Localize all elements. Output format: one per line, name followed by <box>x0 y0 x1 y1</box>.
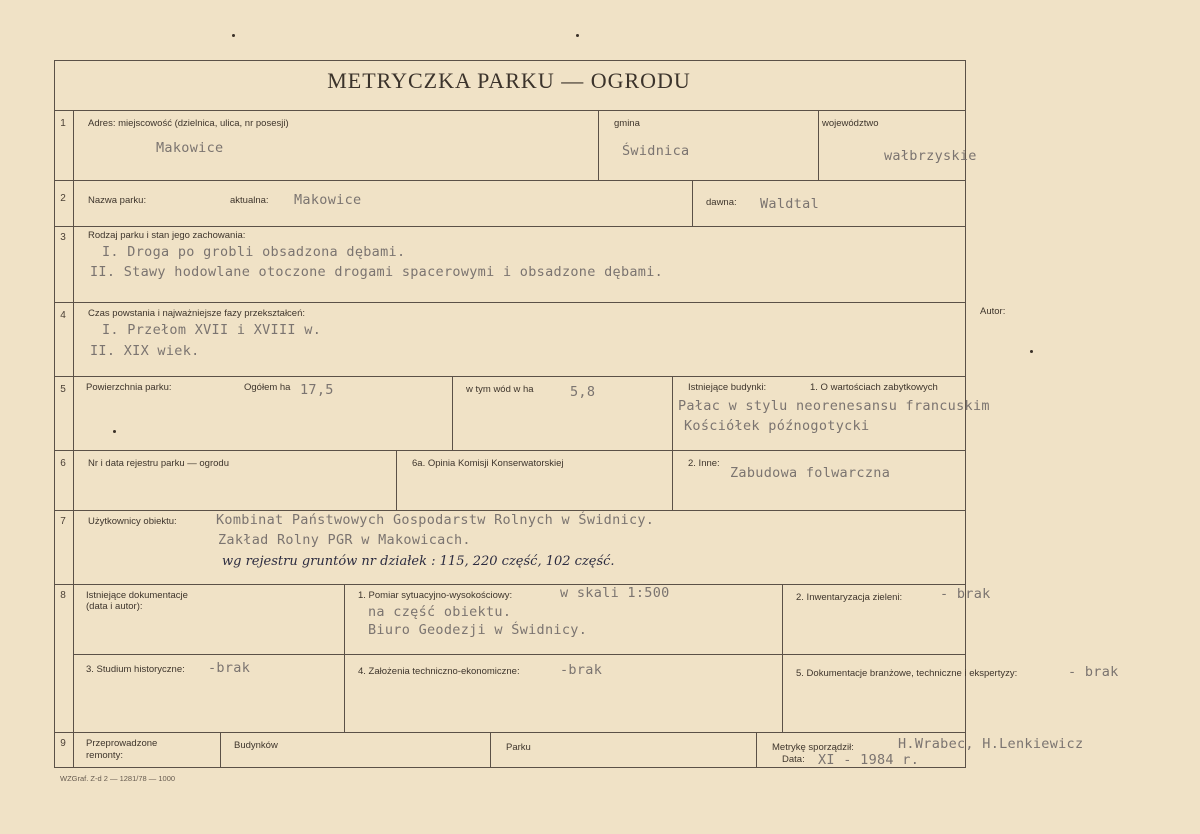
current-name-value: Makowice <box>294 192 362 208</box>
row-1-divider-b <box>818 110 819 180</box>
branch-documentation-value: - brak <box>1068 664 1119 680</box>
row-5-divider-a <box>452 376 453 450</box>
branch-documentation-label: 5. Dokumentacje branżowe, techniczne i ekspertyzy: <box>796 668 1018 679</box>
row-2-bottom <box>54 226 966 227</box>
technical-assumptions-label: 4. Założenia techniczno-ekonomiczne: <box>358 666 520 677</box>
historic-study-value: -brak <box>208 660 251 676</box>
gmina-label: gmina <box>614 118 640 129</box>
row-9-divider-a <box>220 732 221 768</box>
voivodeship-label: województwo <box>822 118 879 129</box>
technical-assumptions-value: -brak <box>560 662 603 678</box>
row-3-number: 3 <box>60 232 66 243</box>
row-8-divider-a <box>344 584 345 732</box>
date-label: Data: <box>782 754 805 765</box>
water-area-label: w tym wód w ha <box>466 384 534 395</box>
row-5-number: 5 <box>60 384 66 395</box>
row-6-divider <box>396 450 397 510</box>
author-divider <box>965 302 966 376</box>
users-label: Użytkownicy obiektu: <box>88 516 177 527</box>
row-5-divider-b <box>672 376 673 510</box>
row-2-divider <box>692 180 693 226</box>
title-divider <box>54 110 966 111</box>
greenery-inventory-value: - brak <box>940 586 991 602</box>
repairs-buildings-label: Budynków <box>234 740 278 751</box>
former-name-value: Waldtal <box>760 196 819 212</box>
print-footer: WZGraf. Z-d 2 — 1281/78 — 1000 <box>60 774 176 783</box>
voivodeship-value: wałbrzyskie <box>884 148 977 164</box>
prepared-by-label: Metrykę sporządził: <box>772 742 854 753</box>
address-value: Makowice <box>156 140 224 156</box>
address-label: Adres: miejscowość (dzielnica, ulica, nr posesji) <box>88 118 289 129</box>
repairs-label-2: remonty: <box>86 750 123 761</box>
commission-opinion-label: 6a. Opinia Komisji Konserwatorskiej <box>412 458 564 469</box>
row-8-number: 8 <box>60 590 66 601</box>
users-line-1: Kombinat Państwowych Gospodarstw Rolnych w Świdnicy. <box>216 512 655 528</box>
row-6-number: 6 <box>60 458 66 469</box>
historic-building-1: Pałac w stylu neorenesansu francuskim <box>678 398 990 414</box>
park-name-label: Nazwa parku: <box>88 195 147 206</box>
gmina-value: Świdnica <box>622 143 690 159</box>
area-label: Powierzchnia parku: <box>86 382 172 393</box>
paper-speck <box>576 34 579 37</box>
total-area-label: Ogółem ha <box>244 382 291 393</box>
row-8-bottom <box>54 732 966 733</box>
row-8-middle <box>73 654 966 655</box>
paper-speck <box>113 430 116 433</box>
park-type-label: Rodzaj parku i stan jego zachowania: <box>88 230 246 241</box>
other-buildings-value: Zabudowa folwarczna <box>730 465 891 481</box>
repairs-label-1: Przeprowadzone <box>86 738 158 749</box>
row-7-number: 7 <box>60 516 66 527</box>
row-9-number: 9 <box>60 738 66 749</box>
outer-frame <box>54 60 966 768</box>
total-area-value: 17,5 <box>300 382 334 398</box>
row-1-number: 1 <box>60 118 66 129</box>
users-line-2: Zakład Rolny PGR w Makowicach. <box>218 532 471 548</box>
park-type-line-1: I. Droga po grobli obsadzona dębami. <box>102 244 406 260</box>
other-buildings-label: 2. Inne: <box>688 458 720 469</box>
buildings-label: Istniejące budynki: <box>688 382 767 393</box>
documentation-label-1: Istniejące dokumentacje <box>86 590 188 601</box>
park-type-line-2: II. Stawy hodowlane otoczone drogami spacerowymi i obsadzone dębami. <box>90 264 664 280</box>
survey-scope: na część obiektu. <box>368 604 512 620</box>
origin-line-1: I. Przełom XVII i XVIII w. <box>102 322 322 338</box>
date-value: XI - 1984 r. <box>818 752 920 768</box>
author-label: Autor: <box>980 306 1006 317</box>
current-name-label: aktualna: <box>230 195 269 206</box>
historic-study-label: 3. Studium historyczne: <box>86 664 185 675</box>
row-9-divider-b <box>490 732 491 768</box>
form-title: METRYCZKA PARKU — OGRODU <box>327 68 691 93</box>
former-name-label: dawna: <box>706 197 737 208</box>
greenery-inventory-label: 2. Inwentaryzacja zieleni: <box>796 592 903 603</box>
row-3-bottom <box>54 302 966 303</box>
origin-label: Czas powstania i najważniejsze fazy przekształceń: <box>88 308 306 319</box>
survey-scale: w skali 1:500 <box>560 585 670 601</box>
row-1-bottom <box>54 180 966 181</box>
historic-building-2: Kościółek późnogotycki <box>684 418 870 434</box>
prepared-by-value: H.Wrabec, H.Lenkiewicz <box>898 736 1084 752</box>
register-label: Nr i data rejestru parku — ogrodu <box>88 458 229 469</box>
row-4-number: 4 <box>60 310 66 321</box>
row-5-bottom <box>54 450 966 451</box>
documentation-label-2: (data i autor): <box>86 601 143 612</box>
row-7-bottom <box>54 584 966 585</box>
row-1-divider-a <box>598 110 599 180</box>
repairs-park-label: Parku <box>506 742 531 753</box>
row-4-bottom <box>54 376 966 377</box>
row-8-divider-b <box>782 584 783 732</box>
row-9-divider-c <box>756 732 757 768</box>
historic-buildings-label: 1. O wartościach zabytkowych <box>810 382 938 393</box>
water-area-value: 5,8 <box>570 384 596 400</box>
origin-line-2: II. XIX wiek. <box>90 343 200 359</box>
paper-speck <box>232 34 235 37</box>
plots-handwritten-note: wg rejestru gruntów nr działek : 115, 220 część, 102 część. <box>222 554 615 569</box>
row-number-column-divider <box>73 110 74 768</box>
row-2-number: 2 <box>60 193 66 204</box>
survey-author: Biuro Geodezji w Świdnicy. <box>368 622 588 638</box>
row-6-bottom <box>54 510 966 511</box>
paper-speck <box>1030 350 1033 353</box>
survey-label: 1. Pomiar sytuacyjno-wysokościowy: <box>358 590 513 601</box>
